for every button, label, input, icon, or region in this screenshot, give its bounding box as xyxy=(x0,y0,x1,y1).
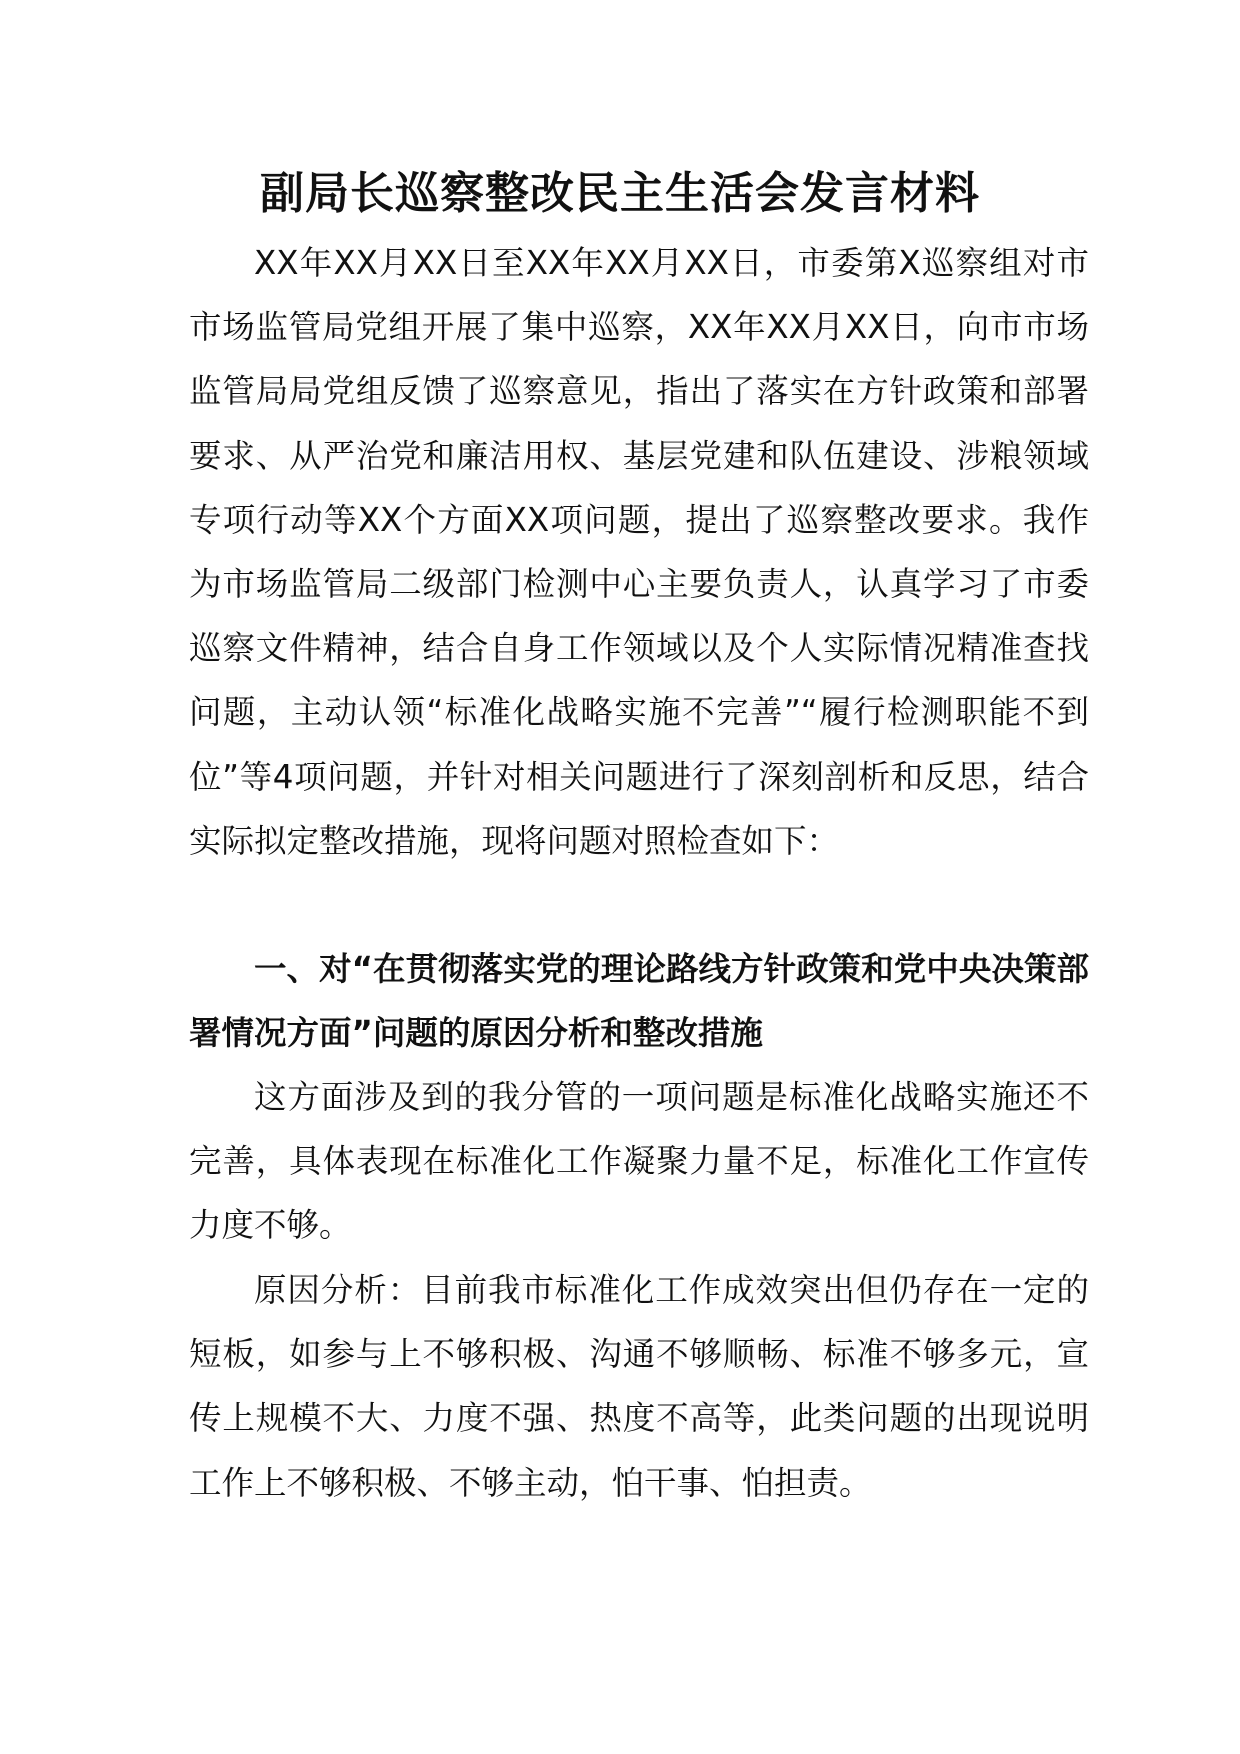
cause-analysis-paragraph: 原因分析：目前我市标准化工作成效突出但仍存在一定的短板，如参与上不够积极、沟通不够顺畅、标准不够多元，宣传上规模不大、力度不强、热度不高等，此类问题的出现说明工作上不够积极、不够主动，怕干事、怕担责。 xyxy=(189,1271,1089,1502)
document-title: 副局长巡察整改民主生活会发言材料 xyxy=(260,168,980,219)
issue-paragraph: 这方面涉及到的我分管的一项问题是标准化战略实施还不完善，具体表现在标准化工作凝聚力量不足，标准化工作宣传力度不够。 xyxy=(189,1078,1089,1245)
section-heading: 一、对“在贯彻落实党的理论路线方针政策和党中央决策部署情况方面”问题的原因分析和整改措施 xyxy=(189,950,1089,1053)
intro-paragraph: XX年XX月XX日至XX年XX月XX日，市委第X巡察组对市市场监管局党组开展了集中巡察，XX年XX月XX日，向市市场监管局局党组反馈了巡察意见，指出了落实在方针政策和部署要求、从严治党和廉洁用权、基层党建和队伍建设、涉粮领域专项行动等XX个方面XX项问题，提出了巡察整改要求。我作为市场监管局二级部门检测中心主要负责人，认真学习了市委巡察文件精神，结合自身工作领域以及个人实际情况精准查找问题，主动认领“标准化战略实施不完善”“履行检测职能不到位”等4项问题，并针对相关问题进行了深刻剖析和反思，结合实际拟定整改措施，现将问题对照检查如下： xyxy=(189,244,1089,860)
